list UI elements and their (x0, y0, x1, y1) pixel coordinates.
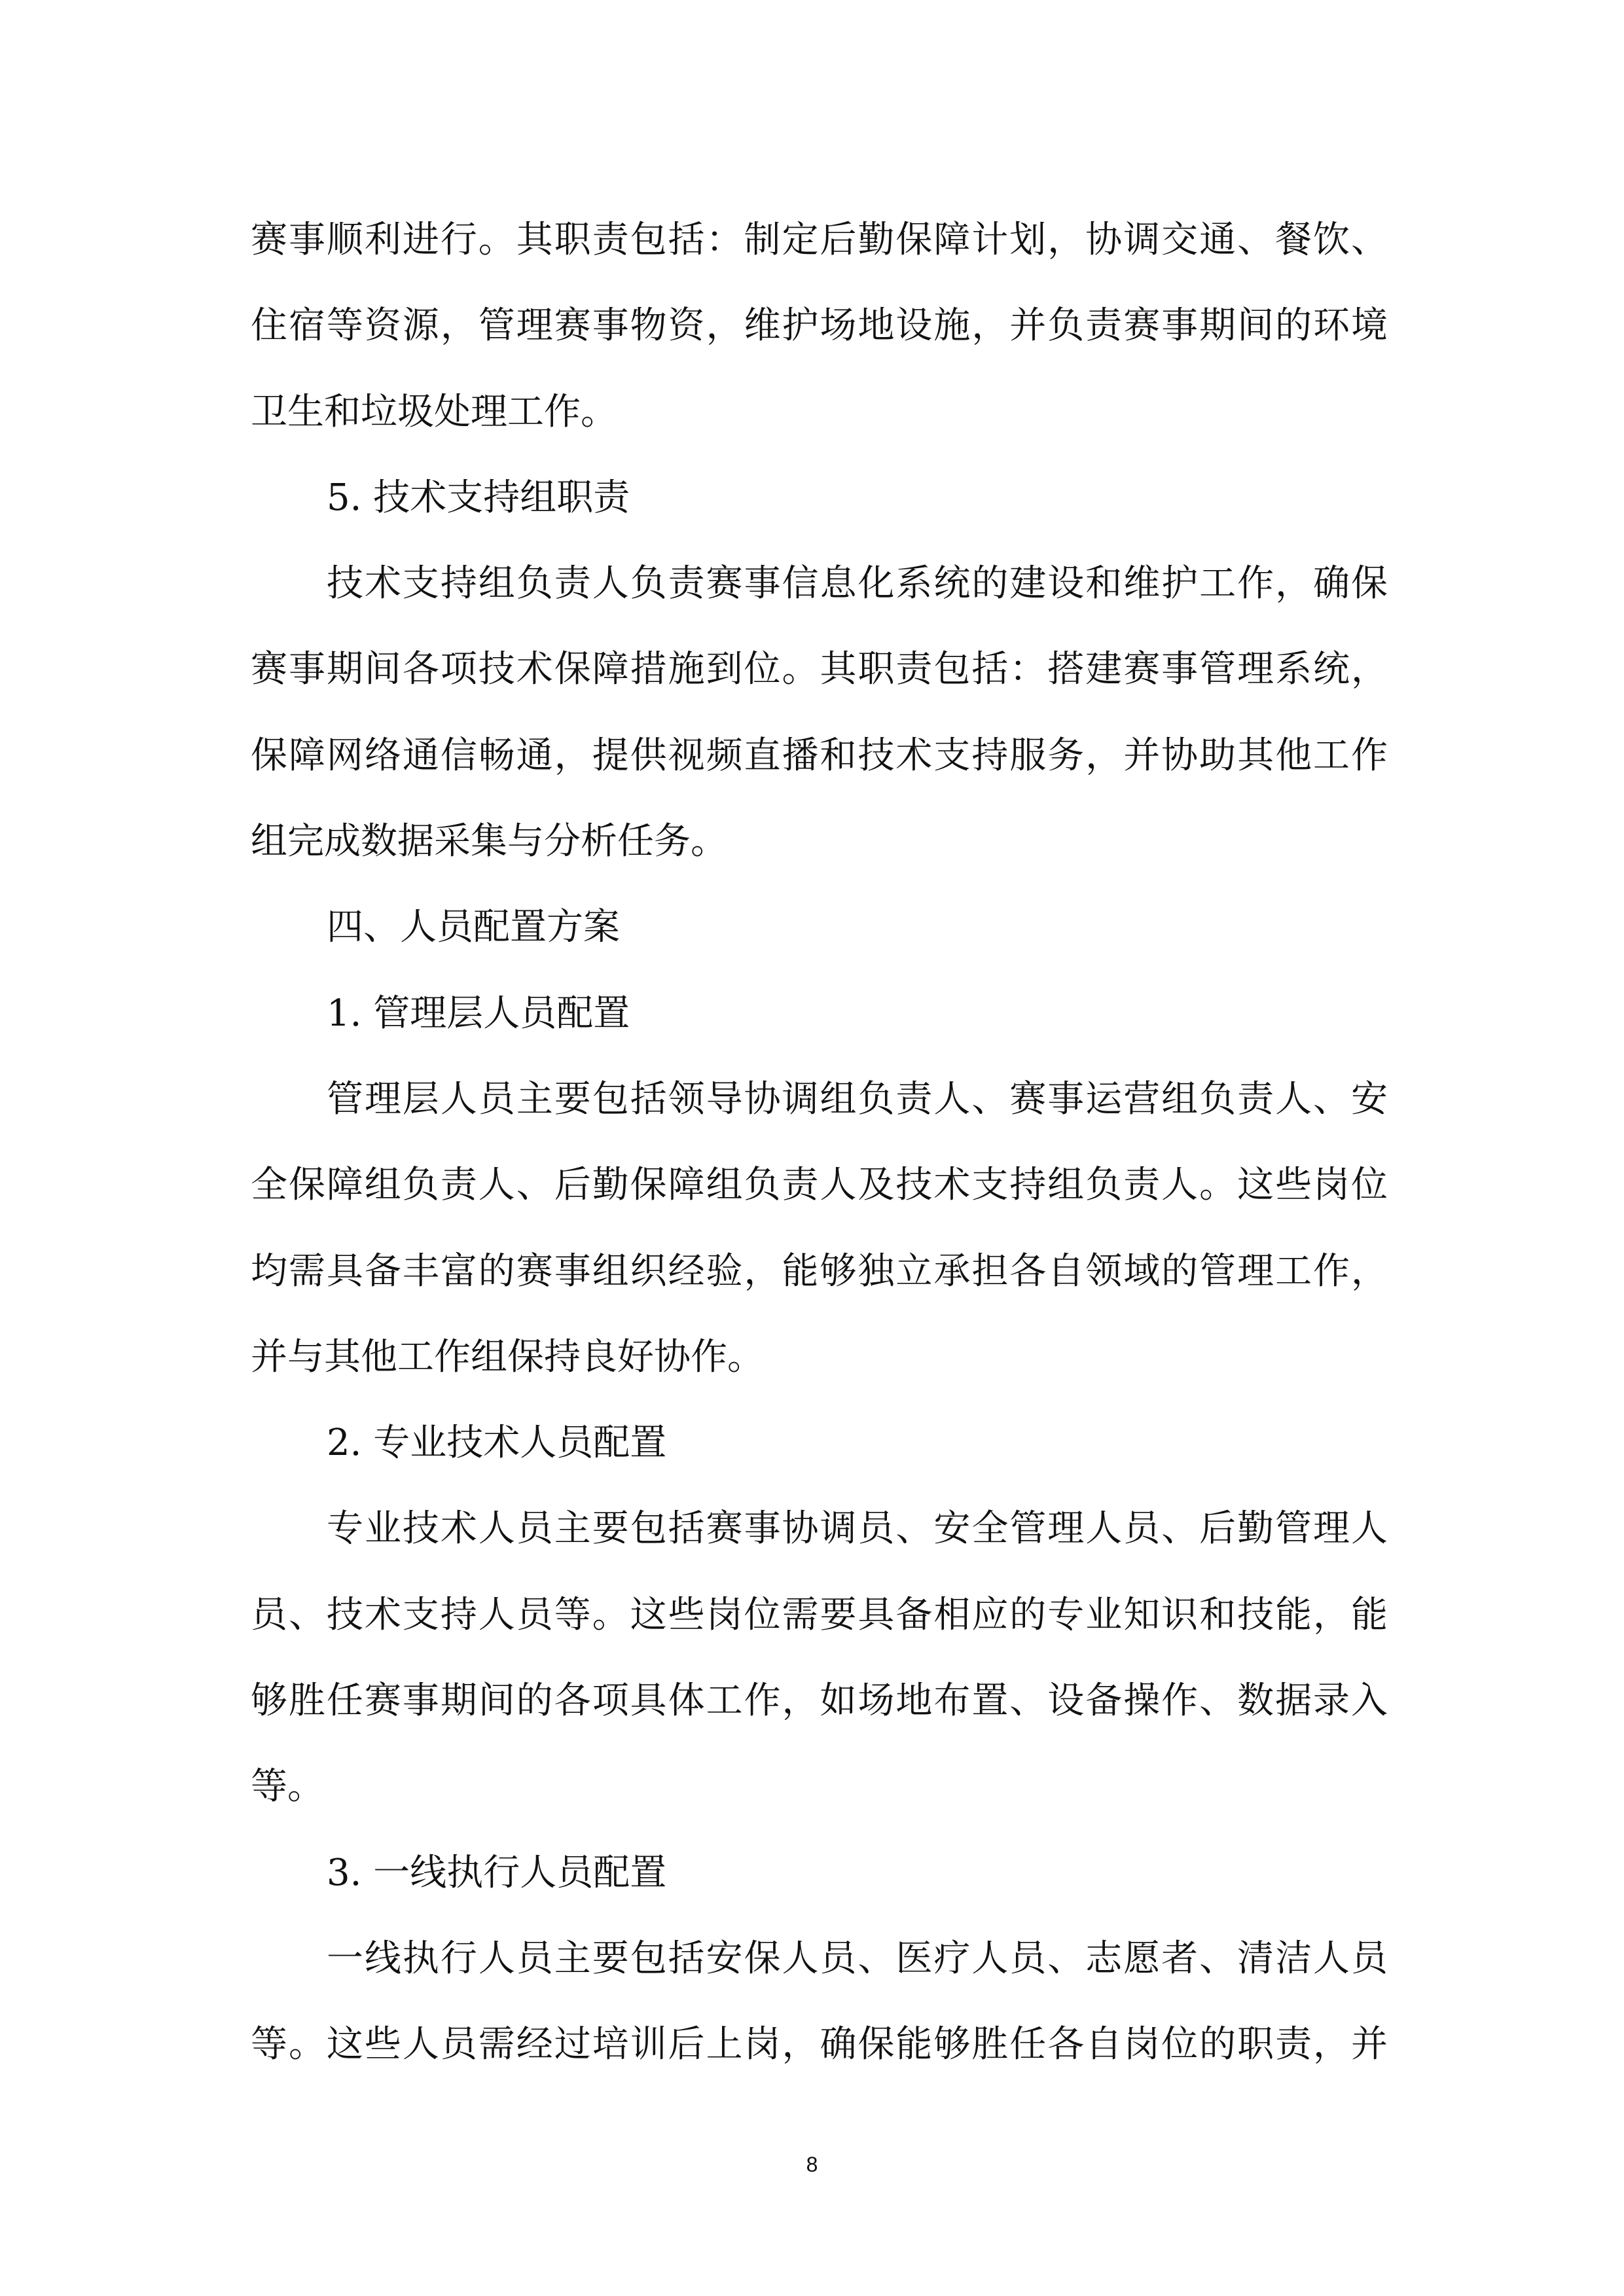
heading-frontline-staffing: 3. 一线执行人员配置 (327, 1851, 667, 1894)
heading-management-staffing: 1. 管理层人员配置 (327, 992, 630, 1035)
paragraph-line: 员、技术支持人员等。这些岗位需要具备相应的专业知识和技能，能 (251, 1593, 1388, 1636)
paragraph-frontline-staffing (251, 1916, 1388, 2088)
paragraph-management-staffing (251, 1056, 1388, 1400)
paragraph-logistics-duties-continued (251, 197, 1388, 455)
paragraph-professional-staffing (251, 1486, 1388, 1829)
paragraph-line: 一线执行人员主要包括安保人员、医疗人员、志愿者、清洁人员 (327, 1937, 1388, 1980)
paragraph-tech-support-duties (251, 541, 1388, 884)
heading-section-staffing-plan: 四、人员配置方案 (327, 906, 620, 949)
paragraph-line: 够胜任赛事期间的各项具体工作，如场地布置、设备操作、数据录入 (251, 1679, 1388, 1723)
paragraph-line: 住宿等资源，管理赛事物资，维护场地设施，并负责赛事期间的环境 (251, 304, 1388, 348)
heading-professional-staffing: 2. 专业技术人员配置 (327, 1422, 667, 1465)
paragraph-line: 等。 (251, 1765, 324, 1808)
paragraph-line: 赛事顺利进行。其职责包括：制定后勤保障计划，协调交通、餐饮、 (251, 219, 1388, 261)
paragraph-line: 技术支持组负责人负责赛事信息化系统的建设和维护工作，确保 (327, 562, 1388, 605)
heading-tech-support-duties: 5. 技术支持组职责 (327, 476, 630, 519)
paragraph-line: 并与其他工作组保持良好协作。 (251, 1335, 764, 1378)
paragraph-line: 均需具备丰富的赛事组织经验，能够独立承担各自领域的管理工作， (251, 1249, 1388, 1293)
paragraph-line: 保障网络通信畅通，提供视频直播和技术支持服务，并协助其他工作 (251, 734, 1388, 777)
paragraph-line: 等。这些人员需经过培训后上岗，确保能够胜任各自岗位的职责，并 (251, 2023, 1388, 2066)
paragraph-line: 赛事期间各项技术保障措施到位。其职责包括：搭建赛事管理系统， (251, 648, 1388, 691)
paragraph-line: 全保障组负责人、后勤保障组负责人及技术支持组负责人。这些岗位 (251, 1164, 1388, 1207)
paragraph-line: 组完成数据采集与分析任务。 (251, 820, 727, 863)
paragraph-line: 管理层人员主要包括领导协调组负责人、赛事运营组负责人、安 (327, 1077, 1388, 1121)
paragraph-line: 专业技术人员主要包括赛事协调员、安全管理人员、后勤管理人 (327, 1507, 1388, 1551)
document-body (251, 197, 1388, 2088)
page-number: 8 (806, 2153, 818, 2176)
paragraph-line: 卫生和垃圾处理工作。 (251, 390, 617, 433)
